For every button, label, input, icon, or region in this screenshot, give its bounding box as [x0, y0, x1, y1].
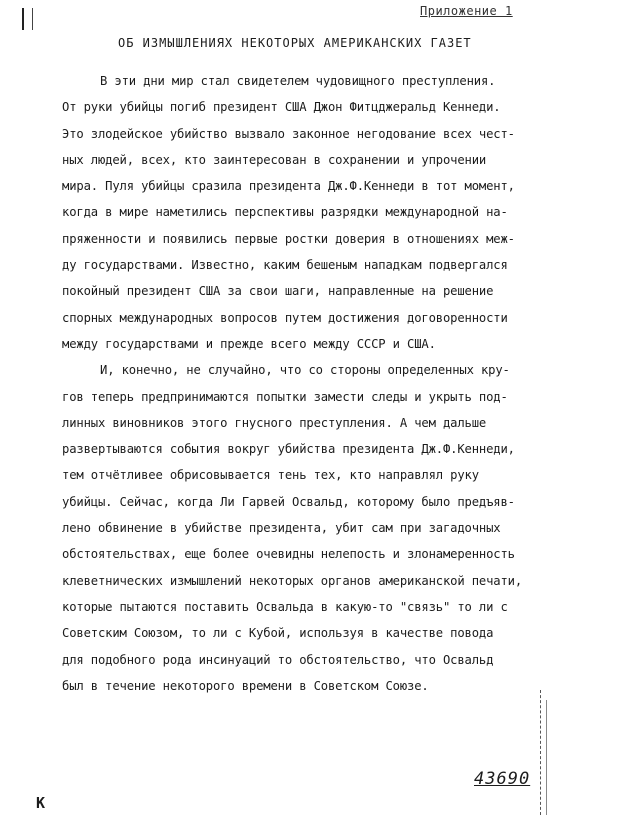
paragraph-1-line: когда в мире наметились перспективы разрядки международной на- [62, 205, 508, 220]
document-number: 43690 [474, 769, 531, 789]
paragraph-2-line: которые пытаются поставить Освальда в какую-то "связь" то ли с [62, 599, 508, 614]
paragraph-2-line: линных виновников этого гнусного преступления. А чем дальше [62, 415, 487, 430]
paragraph-1-line: пряженности и появились первые ростки доверия в отношениях меж- [62, 231, 515, 246]
paragraph-2-line: развертываются события вокруг убийства президента Дж.Ф.Кеннеди, [62, 442, 515, 457]
margin-rule-right [540, 690, 541, 815]
paragraph-1-line: покойный президент США за свои шаги, направленные на решение [62, 284, 494, 299]
paragraph-2-line: был в течение некоторого времени в Советском Союзе. [62, 678, 429, 693]
paragraph-2-line: обстоятельствах, еще более очевидны нелепость и злонамеренность [62, 547, 515, 562]
paragraph-1-line: Это злодейское убийство вызвало законное негодование всех чест- [62, 126, 515, 141]
paragraph-1-line: мира. Пуля убийцы сразила президента Дж.Ф.Кеннеди в тот момент, [62, 179, 515, 194]
paragraph-2-line: лено обвинение в убийстве президента, убит сам при загадочных [62, 521, 501, 536]
paragraph-1-line: В эти дни мир стал свидетелем чудовищного преступления. [100, 74, 496, 88]
margin-mark-top-left [22, 8, 33, 30]
document-body [62, 68, 552, 699]
paragraph-1-line: спорных международных вопросов путем достижения договоренности [62, 310, 508, 325]
margin-rule-right-secondary [546, 700, 547, 815]
paragraph-1-line: ных людей, всех, кто заинтересован в сохранении и упрочении [62, 152, 487, 167]
appendix-label: Приложение 1 [420, 4, 513, 18]
paragraph-2-line: убийцы. Сейчас, когда Ли Гарвей Освальд, которому было предъяв- [62, 494, 515, 509]
paragraph-1-line: От руки убийцы погиб президент США Джон Фитцджеральд Кеннеди. [62, 100, 501, 115]
paragraph-2-line: И, конечно, не случайно, что со стороны определенных кру- [100, 363, 510, 378]
paragraph-2-line: Советским Союзом, то ли с Кубой, используя в качестве повода [62, 626, 494, 641]
document-title: ОБ ИЗМЫШЛЕНИЯХ НЕКОТОРЫХ АМЕРИКАНСКИХ ГАЗЕТ [118, 36, 472, 50]
paragraph-2-line: клеветнических измышлений некоторых органов американской печати, [62, 573, 522, 588]
paragraph-1-line: ду государствами. Известно, каким бешеным нападкам подвергался [62, 258, 508, 273]
paragraph-1-line: между государствами и прежде всего между СССР и США. [62, 336, 436, 351]
paragraph-2-line: для подобного рода инсинуаций то обстоятельство, что Освальд [62, 652, 494, 667]
margin-mark-bottom-left: К [36, 794, 46, 812]
paragraph-2-line: гов теперь предпринимаются попытки замести следы и укрыть под- [62, 389, 508, 404]
paragraph-2-line: тем отчётливее обрисовывается тень тех, кто направлял руку [62, 468, 479, 483]
